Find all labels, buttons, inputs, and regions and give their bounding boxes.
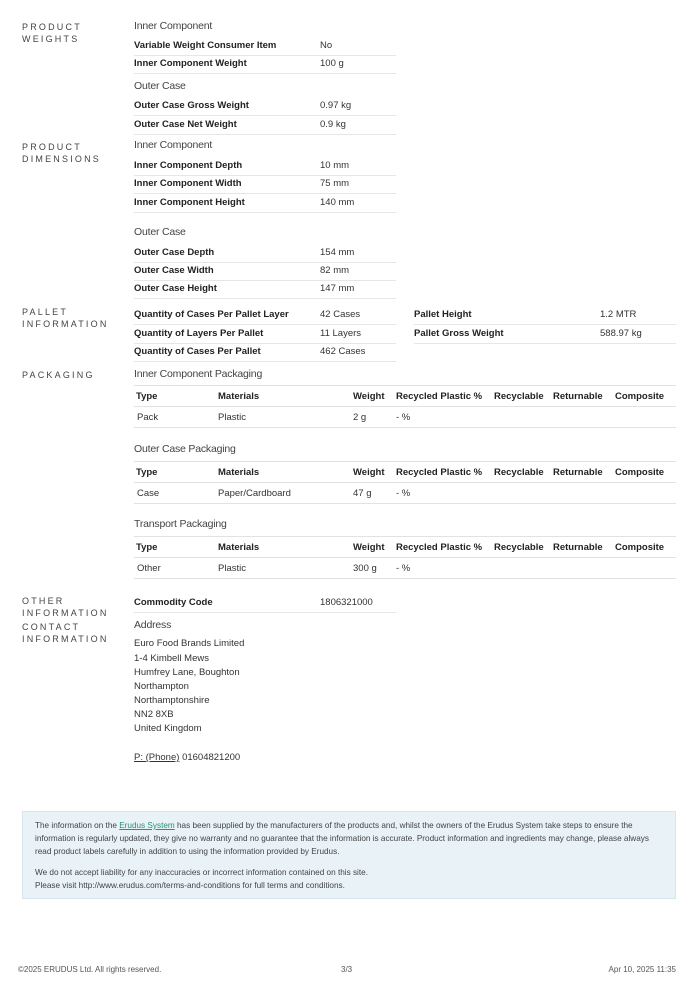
kv-value: 1.2 MTR — [600, 309, 637, 320]
kv-value: 82 mm — [320, 265, 350, 276]
disclaimer-line: Please visit http://www.erudus.com/terms-and-conditions for full terms and conditions. — [35, 881, 345, 890]
cell-recycled-plastic: - % — [394, 407, 492, 428]
cell-weight: 47 g — [351, 483, 394, 504]
kv-row — [134, 244, 396, 263]
cell-returnable — [551, 483, 613, 504]
section-label-packaging: PACKAGING — [22, 370, 95, 380]
kv-value: 588.97 kg — [600, 328, 642, 339]
cell-composite — [613, 558, 676, 579]
col-composite: Composite — [613, 386, 676, 407]
address-heading: Address — [134, 619, 172, 631]
section-label-weights: PRODUCT WEIGHTS — [22, 22, 82, 44]
kv-label: Outer Case Width — [134, 265, 214, 276]
footer-page-number: 3/3 — [341, 965, 353, 974]
disclaimer-text: The information on the — [35, 821, 120, 830]
disclaimer-line: We do not accept liability for any inaccuracies or incorrect information contained on this site. — [35, 868, 368, 877]
kv-row — [134, 55, 396, 74]
col-returnable: Returnable — [551, 386, 613, 407]
cell-returnable — [551, 558, 613, 579]
address-line: Northampton — [134, 681, 189, 692]
col-type: Type — [134, 386, 216, 407]
cell-weight: 2 g — [351, 407, 394, 428]
section-label-contact: CONTACT INFORMATION — [22, 622, 109, 644]
kv-label: Inner Component Width — [134, 178, 242, 189]
kv-label: Quantity of Cases Per Pallet Layer — [134, 309, 289, 320]
address-line: Euro Food Brands Limited — [134, 638, 245, 649]
kv-label: Pallet Height — [414, 309, 472, 320]
col-recyclable: Recyclable — [492, 386, 551, 407]
phone-value: 01604821200 — [182, 752, 241, 763]
kv-value: 462 Cases — [320, 346, 366, 357]
col-returnable: Returnable — [551, 462, 613, 483]
cell-materials: Plastic — [216, 407, 351, 428]
kv-label: Pallet Gross Weight — [414, 328, 504, 339]
disclaimer-line: read product labels carefully in addition to using the information provided by Erudus. — [35, 847, 340, 856]
cell-recyclable — [492, 483, 551, 504]
section-label-pallet: PALLET INFORMATION — [22, 307, 109, 329]
col-weight: Weight — [351, 386, 394, 407]
kv-value: No — [320, 40, 333, 51]
kv-row — [134, 37, 396, 56]
kv-row — [134, 262, 396, 281]
col-materials: Materials — [216, 537, 351, 558]
packaging-outer-heading: Outer Case Packaging — [134, 443, 236, 455]
cell-recyclable — [492, 407, 551, 428]
table-row — [134, 483, 676, 504]
disclaimer-line — [35, 821, 633, 830]
cell-type: Other — [134, 558, 216, 579]
packaging-table-inner — [134, 385, 676, 428]
table-row — [134, 558, 676, 579]
col-type: Type — [134, 537, 216, 558]
col-recyclable: Recyclable — [492, 462, 551, 483]
disclaimer-line: information is regularly updated, they give no warranty and no guarantee that the information is accurate. Product information and ingredients may change, please always — [35, 834, 649, 843]
kv-value: 42 Cases — [320, 309, 361, 320]
phone-line — [134, 752, 240, 763]
packaging-inner-heading: Inner Component Packaging — [134, 368, 263, 380]
kv-row — [134, 306, 396, 325]
section-label-other: OTHER INFORMATION — [22, 596, 109, 618]
erudus-system-link[interactable]: Erudus System — [119, 821, 175, 830]
address-line: Humfrey Lane, Boughton — [134, 667, 240, 678]
cell-recycled-plastic: - % — [394, 483, 492, 504]
kv-row — [134, 325, 396, 344]
kv-row — [414, 306, 676, 325]
phone-label: P: (Phone) — [134, 752, 180, 763]
col-type: Type — [134, 462, 216, 483]
kv-value: 0.97 kg — [320, 100, 352, 111]
kv-value: 10 mm — [320, 160, 350, 171]
packaging-transport-heading: Transport Packaging — [134, 518, 227, 530]
kv-label: Inner Component Height — [134, 197, 245, 208]
kv-label: Inner Component Depth — [134, 160, 243, 171]
table-header-row — [134, 537, 676, 558]
address-line: Northamptonshire — [134, 695, 210, 706]
col-weight: Weight — [351, 462, 394, 483]
kv-row — [134, 280, 396, 299]
packaging-table-outer — [134, 461, 676, 504]
section-label-dimensions: PRODUCT DIMENSIONS — [22, 142, 102, 164]
table-header-row — [134, 386, 676, 407]
cell-materials: Plastic — [216, 558, 351, 579]
kv-label: Outer Case Depth — [134, 247, 215, 258]
kv-row — [134, 594, 396, 613]
cell-recycled-plastic: - % — [394, 558, 492, 579]
table-row — [134, 407, 676, 428]
kv-row — [134, 194, 396, 213]
disclaimer-box — [22, 811, 676, 899]
kv-value: 140 mm — [320, 197, 355, 208]
kv-label: Quantity of Layers Per Pallet — [134, 328, 264, 339]
kv-value: 147 mm — [320, 283, 355, 294]
kv-value: 0.9 kg — [320, 119, 346, 130]
kv-label: Inner Component Weight — [134, 58, 247, 69]
kv-label: Variable Weight Consumer Item — [134, 40, 277, 51]
kv-row — [134, 97, 396, 116]
kv-row — [134, 116, 396, 135]
cell-returnable — [551, 407, 613, 428]
kv-label: Outer Case Height — [134, 283, 217, 294]
col-weight: Weight — [351, 537, 394, 558]
col-composite: Composite — [613, 537, 676, 558]
footer-timestamp: Apr 10, 2025 11:35 — [608, 965, 676, 974]
kv-row — [414, 325, 676, 344]
cell-type: Case — [134, 483, 216, 504]
kv-value: 11 Layers — [320, 328, 362, 339]
kv-row — [134, 175, 396, 194]
dimensions-inner-heading: Inner Component — [134, 139, 213, 151]
kv-value: 75 mm — [320, 178, 350, 189]
col-returnable: Returnable — [551, 537, 613, 558]
kv-value: 100 g — [320, 58, 344, 69]
weights-outer-heading: Outer Case — [134, 80, 186, 92]
kv-row — [134, 157, 396, 176]
col-recyclable: Recyclable — [492, 537, 551, 558]
col-materials: Materials — [216, 386, 351, 407]
table-header-row — [134, 462, 676, 483]
dimensions-outer-heading: Outer Case — [134, 226, 186, 238]
kv-value: 154 mm — [320, 247, 355, 258]
col-recycled-plastic: Recycled Plastic % — [394, 462, 492, 483]
kv-label: Outer Case Net Weight — [134, 119, 237, 130]
weights-inner-heading: Inner Component — [134, 20, 213, 32]
cell-composite — [613, 407, 676, 428]
address-line: United Kingdom — [134, 723, 202, 734]
cell-weight: 300 g — [351, 558, 394, 579]
address-line: NN2 8XB — [134, 709, 174, 720]
col-recycled-plastic: Recycled Plastic % — [394, 386, 492, 407]
col-recycled-plastic: Recycled Plastic % — [394, 537, 492, 558]
commodity-code-label: Commodity Code — [134, 597, 213, 608]
cell-type: Pack — [134, 407, 216, 428]
cell-composite — [613, 483, 676, 504]
disclaimer-text: has been supplied by the manufacturers of the products and, whilst the owners of the Erudus System take steps to ensure the — [174, 821, 633, 830]
col-materials: Materials — [216, 462, 351, 483]
footer-copyright: ©2025 ERUDUS Ltd. All rights reserved. — [18, 965, 162, 974]
commodity-code-value: 1806321000 — [320, 597, 373, 608]
kv-label: Outer Case Gross Weight — [134, 100, 249, 111]
kv-row — [134, 343, 396, 362]
kv-label: Quantity of Cases Per Pallet — [134, 346, 261, 357]
col-composite: Composite — [613, 462, 676, 483]
cell-materials: Paper/Cardboard — [216, 483, 351, 504]
packaging-table-transport — [134, 536, 676, 579]
address-line: 1-4 Kimbell Mews — [134, 653, 209, 664]
cell-recyclable — [492, 558, 551, 579]
